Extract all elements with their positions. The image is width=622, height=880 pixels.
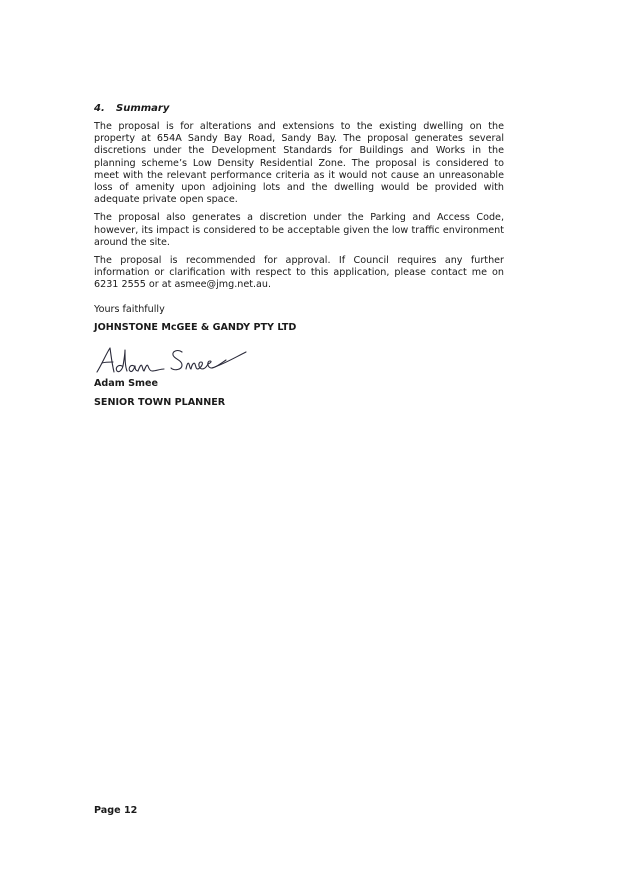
handwritten-signature bbox=[94, 342, 254, 380]
signer-title: SENIOR TOWN PLANNER bbox=[94, 397, 226, 408]
summary-paragraph-1: The proposal is for alterations and extensions to the existing dwelling on the property at 654A Sandy Bay Road, Sandy Bay. The proposal generates several discretions under the Development Standards for Buildings and Works in the planning scheme’s Low Density Residential Zone. The proposal is considered to meet with the relevant performance criteria as it would not cause an unreasonable loss of amenity upon adjoining lots and the dwelling would be provided with adequate private open space. bbox=[94, 121, 504, 206]
page-number: Page 12 bbox=[94, 805, 138, 816]
section-title: Summary bbox=[116, 103, 170, 114]
company-name: JOHNSTONE McGEE & GANDY PTY LTD bbox=[94, 322, 297, 333]
summary-paragraph-3: The proposal is recommended for approval. If Council requires any further information or clarification with respect to this application, please contact me on 6231 2555 or at asmee@jmg.net.au. bbox=[94, 255, 504, 291]
closing-greeting: Yours faithfully bbox=[94, 304, 165, 315]
signer-name: Adam Smee bbox=[94, 378, 159, 389]
section-heading bbox=[94, 102, 504, 115]
section-number: 4. bbox=[94, 103, 105, 114]
summary-section bbox=[94, 102, 504, 298]
summary-paragraph-2: The proposal also generates a discretion under the Parking and Access Code, however, its impact is considered to be acceptable given the low traffic environment around the site. bbox=[94, 212, 504, 248]
